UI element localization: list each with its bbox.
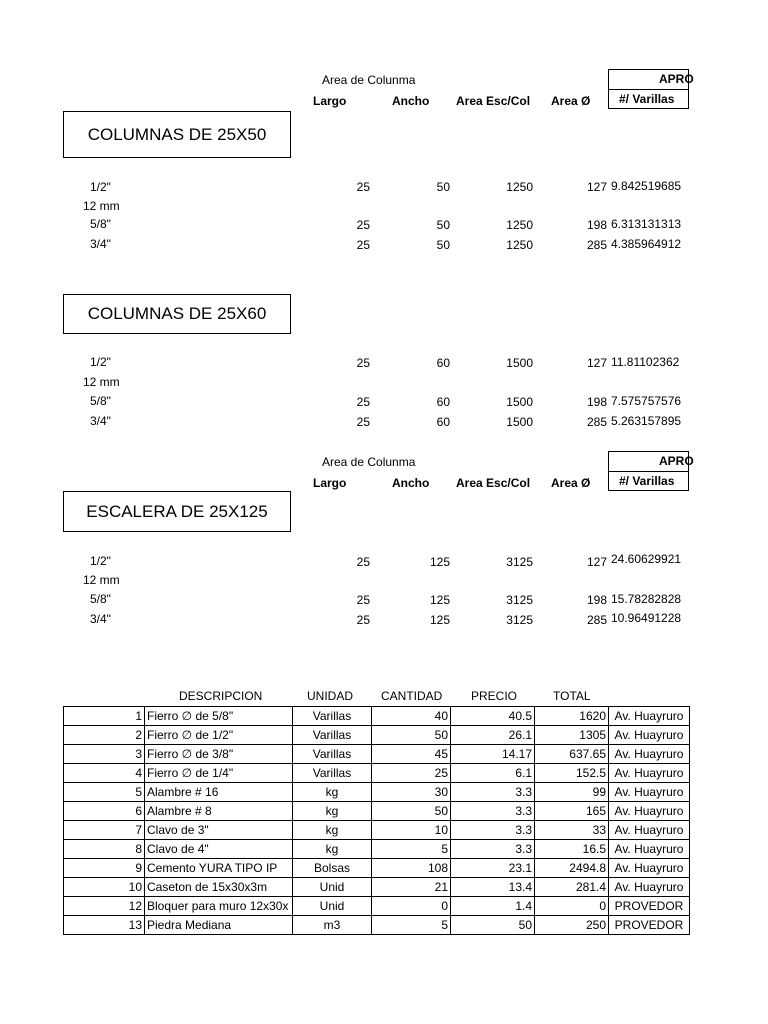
largo-value: 25 (356, 218, 370, 232)
area-diam-value: 198 (586, 593, 607, 607)
supplier-cell: Av. Huayruro (609, 802, 690, 821)
price-cell: 3.3 (451, 783, 535, 802)
diam-label: 1/2" (90, 554, 111, 568)
ancho-value: 125 (429, 613, 450, 627)
area-columna-label: Area de Colunma (322, 73, 416, 87)
area-value: 1250 (506, 238, 533, 252)
diam-label: 1/2" (90, 355, 111, 369)
table-row (64, 859, 690, 878)
area-value: 1500 (506, 395, 533, 409)
price-cell: 3.3 (451, 840, 535, 859)
area-diam-value: 285 (586, 613, 607, 627)
table-row (64, 726, 690, 745)
row-number: 5 (64, 783, 145, 802)
ancho-value: 50 (436, 218, 450, 232)
table-row (64, 916, 690, 935)
price-cell: 3.3 (451, 802, 535, 821)
largo-value: 25 (356, 415, 370, 429)
area-value: 1500 (506, 415, 533, 429)
price-cell: 14.17 (451, 745, 535, 764)
supplier-cell: Av. Huayruro (609, 783, 690, 802)
price-cell: 3.3 (451, 821, 535, 840)
row-number: 10 (64, 878, 145, 897)
supplier-cell: Av. Huayruro (609, 707, 690, 726)
section-title: COLUMNAS DE 25X50 (63, 111, 291, 158)
supplier-cell: Av. Huayruro (609, 840, 690, 859)
area-diam-value: 127 (586, 555, 607, 569)
unit-cell: Bolsas (293, 859, 372, 878)
unit-cell: Varillas (293, 745, 372, 764)
row-number: 13 (64, 916, 145, 935)
varillas-value: 11.81102362 (611, 355, 680, 369)
ancho-value: 60 (436, 415, 450, 429)
table-header-descripcion: DESCRIPCION (179, 689, 263, 703)
supplier-cell: PROVEDOR (609, 897, 690, 916)
unit-cell: kg (293, 802, 372, 821)
diam-label: 3/4" (90, 414, 111, 428)
description-cell: Caseton de 15x30x3m (145, 878, 293, 897)
quantity-cell: 30 (372, 783, 451, 802)
largo-value: 25 (356, 593, 370, 607)
table-header-unidad: UNIDAD (307, 689, 354, 703)
varillas-value: 5.263157895 (611, 414, 682, 428)
description-cell: Fierro ∅ de 3/8" (145, 745, 293, 764)
section-title: COLUMNAS DE 25X60 (63, 294, 291, 334)
area-diam-value: 285 (586, 415, 607, 429)
description-cell: Piedra Mediana (145, 916, 293, 935)
table-row (64, 764, 690, 783)
row-number: 3 (64, 745, 145, 764)
largo-value: 25 (356, 395, 370, 409)
quantity-cell: 5 (372, 916, 451, 935)
row-number: 9 (64, 859, 145, 878)
description-cell: Cemento YURA TIPO IP (145, 859, 293, 878)
varillas-value: 6.313131313 (611, 217, 682, 231)
row-number: 12 (64, 897, 145, 916)
varillas-value: 9.842519685 (611, 179, 682, 193)
unit-cell: kg (293, 840, 372, 859)
varillas-value: 4.385964912 (611, 237, 682, 251)
diam-label: 12 mm (83, 199, 120, 213)
varillas-label: #/ Varillas (619, 92, 675, 106)
table-row (64, 878, 690, 897)
unit-cell: Varillas (293, 726, 372, 745)
area-value: 1250 (506, 218, 533, 232)
area-diam-value: 198 (586, 218, 607, 232)
largo-value: 25 (356, 555, 370, 569)
col-header-largo: Largo (313, 94, 347, 108)
diam-label: 5/8" (90, 217, 111, 231)
supplier-cell: PROVEDOR (609, 916, 690, 935)
area-columna-label: Area de Colunma (322, 455, 416, 469)
supplier-cell: Av. Huayruro (609, 859, 690, 878)
col-header-area-diam: Area Ø (551, 476, 591, 490)
col-header-ancho: Ancho (392, 476, 430, 490)
total-cell: 1620 (535, 707, 609, 726)
description-cell: Clavo de 4" (145, 840, 293, 859)
col-header-largo: Largo (313, 476, 347, 490)
ancho-value: 50 (436, 238, 450, 252)
largo-value: 25 (356, 356, 370, 370)
total-cell: 16.5 (535, 840, 609, 859)
supplier-cell: Av. Huayruro (609, 878, 690, 897)
price-cell: 23.1 (451, 859, 535, 878)
largo-value: 25 (356, 613, 370, 627)
ancho-value: 125 (429, 555, 450, 569)
diam-label: 1/2" (90, 180, 111, 194)
materials-table-body (64, 707, 690, 935)
unit-cell: Unid (293, 878, 372, 897)
quantity-cell: 108 (372, 859, 451, 878)
price-cell: 26.1 (451, 726, 535, 745)
description-cell: Alambre # 8 (145, 802, 293, 821)
quantity-cell: 0 (372, 897, 451, 916)
unit-cell: kg (293, 821, 372, 840)
col-header-ancho: Ancho (392, 94, 430, 108)
area-diam-value: 127 (586, 356, 607, 370)
table-row (64, 840, 690, 859)
row-number: 8 (64, 840, 145, 859)
table-header-precio: PRECIO (471, 689, 518, 703)
diam-label: 3/4" (90, 612, 111, 626)
row-number: 6 (64, 802, 145, 821)
description-cell: Fierro ∅ de 1/2" (145, 726, 293, 745)
supplier-cell: Av. Huayruro (609, 821, 690, 840)
area-diam-value: 285 (586, 238, 607, 252)
col-header-area-diam: Area Ø (551, 94, 591, 108)
varillas-header-cell (608, 471, 689, 491)
description-cell: Fierro ∅ de 1/4" (145, 764, 293, 783)
aprox-label: APRO (659, 72, 694, 86)
table-row (64, 897, 690, 916)
quantity-cell: 45 (372, 745, 451, 764)
table-row (64, 783, 690, 802)
supplier-cell: Av. Huayruro (609, 726, 690, 745)
total-cell: 1305 (535, 726, 609, 745)
diam-label: 3/4" (90, 237, 111, 251)
description-cell: Clavo de 3" (145, 821, 293, 840)
table-row (64, 821, 690, 840)
varillas-header-cell (608, 89, 689, 109)
unit-cell: Unid (293, 897, 372, 916)
largo-value: 25 (356, 238, 370, 252)
table-header-total: TOTAL (553, 689, 591, 703)
row-number: 7 (64, 821, 145, 840)
area-value: 3125 (506, 555, 533, 569)
description-cell: Bloquer para muro 12x30x (145, 897, 293, 916)
total-cell: 281.4 (535, 878, 609, 897)
varillas-value: 15.78282828 (611, 592, 682, 606)
diam-label: 12 mm (83, 375, 120, 389)
row-number: 4 (64, 764, 145, 783)
price-cell: 40.5 (451, 707, 535, 726)
price-cell: 50 (451, 916, 535, 935)
description-cell: Fierro ∅ de 5/8" (145, 707, 293, 726)
quantity-cell: 5 (372, 840, 451, 859)
aprox-header-cell (608, 69, 694, 90)
total-cell: 0 (535, 897, 609, 916)
varillas-value: 7.575757576 (611, 394, 682, 408)
total-cell: 99 (535, 783, 609, 802)
row-number: 2 (64, 726, 145, 745)
supplier-cell: Av. Huayruro (609, 745, 690, 764)
aprox-label: APRO (659, 454, 694, 468)
quantity-cell: 10 (372, 821, 451, 840)
total-cell: 33 (535, 821, 609, 840)
quantity-cell: 21 (372, 878, 451, 897)
area-value: 3125 (506, 593, 533, 607)
diam-label: 12 mm (83, 573, 120, 587)
col-header-area-esc-col: Area Esc/Col (456, 94, 531, 108)
ancho-value: 60 (436, 356, 450, 370)
row-number: 1 (64, 707, 145, 726)
varillas-value: 10.96491228 (611, 611, 682, 625)
section-title: ESCALERA DE 25X125 (63, 491, 291, 532)
quantity-cell: 25 (372, 764, 451, 783)
price-cell: 13.4 (451, 878, 535, 897)
quantity-cell: 40 (372, 707, 451, 726)
total-cell: 2494.8 (535, 859, 609, 878)
largo-value: 25 (356, 180, 370, 194)
unit-cell: Varillas (293, 764, 372, 783)
diam-label: 5/8" (90, 394, 111, 408)
quantity-cell: 50 (372, 802, 451, 821)
table-header-cantidad: CANTIDAD (381, 689, 443, 703)
total-cell: 250 (535, 916, 609, 935)
ancho-value: 50 (436, 180, 450, 194)
unit-cell: kg (293, 783, 372, 802)
table-row (64, 707, 690, 726)
table-row (64, 802, 690, 821)
area-value: 1500 (506, 356, 533, 370)
price-cell: 1.4 (451, 897, 535, 916)
description-cell: Alambre # 16 (145, 783, 293, 802)
ancho-value: 60 (436, 395, 450, 409)
total-cell: 165 (535, 802, 609, 821)
aprox-header-cell (608, 451, 694, 472)
varillas-value: 24.60629921 (611, 552, 682, 566)
total-cell: 637.65 (535, 745, 609, 764)
varillas-label: #/ Varillas (619, 474, 675, 488)
price-cell: 6.1 (451, 764, 535, 783)
area-value: 1250 (506, 180, 533, 194)
diam-label: 5/8" (90, 592, 111, 606)
total-cell: 152.5 (535, 764, 609, 783)
ancho-value: 125 (429, 593, 450, 607)
unit-cell: Varillas (293, 707, 372, 726)
area-diam-value: 127 (586, 180, 607, 194)
materials-table (63, 706, 690, 935)
table-row (64, 745, 690, 764)
area-diam-value: 198 (586, 395, 607, 409)
quantity-cell: 50 (372, 726, 451, 745)
supplier-cell: Av. Huayruro (609, 764, 690, 783)
area-value: 3125 (506, 613, 533, 627)
col-header-area-esc-col: Area Esc/Col (456, 476, 531, 490)
unit-cell: m3 (293, 916, 372, 935)
